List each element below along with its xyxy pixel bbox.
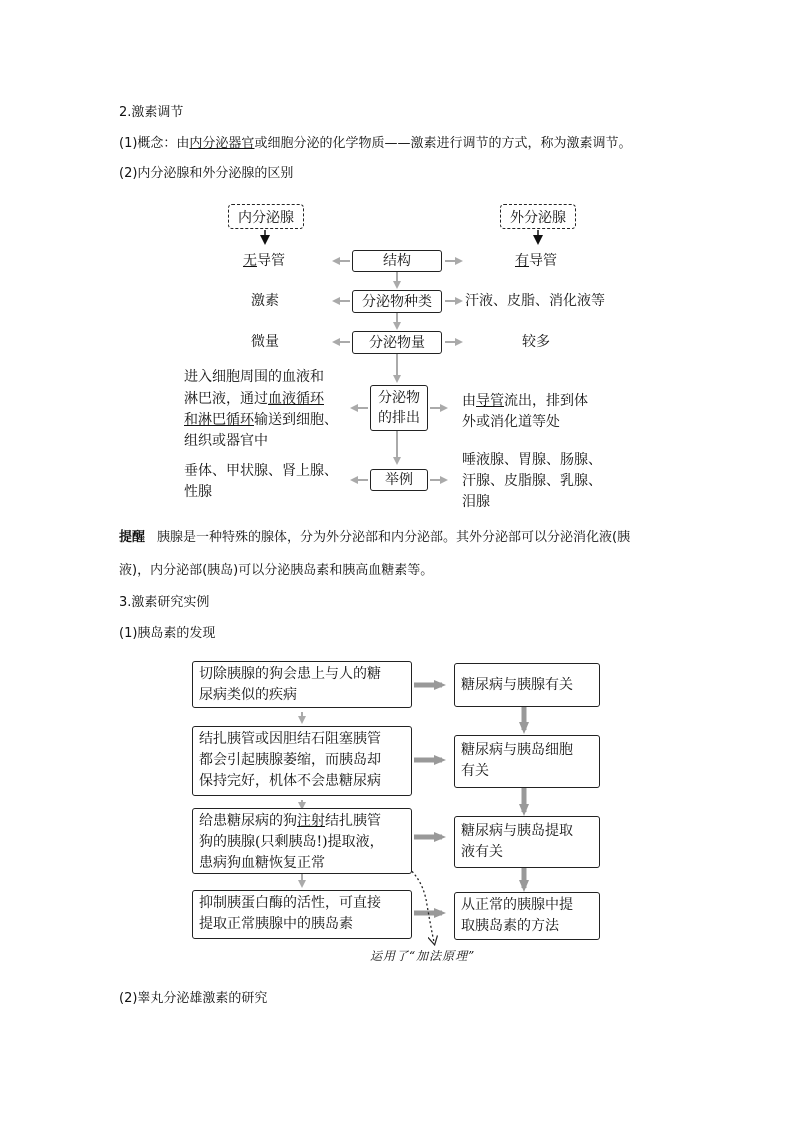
diff-heading: (2)内分泌腺和外分泌腺的区别	[119, 166, 294, 181]
insulin-heading: (1)胰岛素的发现	[119, 626, 216, 641]
discharge-left-line1: 进入细胞周围的血液和	[184, 369, 324, 385]
row-structure-label: 结构	[352, 250, 442, 272]
tip-line1: 提醒 胰腺是一种特殊的腺体，分为外分泌部和内分泌部。其外分泌部可以分泌消化液(胰	[119, 530, 631, 545]
addition-principle-annotation: 运用了“加法原理”	[370, 949, 476, 963]
section3-heading: 3.激素研究实例	[119, 595, 210, 610]
exocrine-header: 外分泌腺	[500, 204, 576, 229]
discharge-left-line4: 组织或器官中	[184, 433, 268, 449]
concept-rest: 或细胞分泌的化学物质——激素进行调节的方式，称为激素调节。	[254, 136, 632, 151]
discharge-label: 分泌物 的排出	[370, 385, 428, 431]
row-secretion-type-label: 分泌物种类	[352, 290, 442, 313]
step1-box: 切除胰腺的狗会患上与人的糖 尿病类似的疾病	[192, 661, 412, 708]
conclusion4-box: 从正常的胰腺中提 取胰岛素的方法	[454, 892, 600, 940]
discharge-right-line2: 外或消化道等处	[462, 414, 560, 430]
examples-right-line2: 汗腺、皮脂腺、乳腺、	[462, 473, 602, 489]
tip-label: 提醒	[119, 530, 146, 545]
row-structure-left: 无导管	[243, 253, 285, 269]
examples-label: 举例	[370, 469, 428, 491]
examples-right-line3: 泪腺	[462, 494, 490, 510]
concept-underlined: 内分泌器官	[189, 136, 255, 151]
discharge-left-line2: 淋巴液，通过血液循环	[184, 391, 324, 407]
endocrine-header: 内分泌腺	[228, 204, 304, 229]
conclusion3-box: 糖尿病与胰岛提取 液有关	[454, 816, 600, 868]
examples-right-line1: 唾液腺、胃腺、肠腺、	[462, 452, 602, 468]
conclusion1-box: 糖尿病与胰腺有关	[454, 663, 600, 707]
section-heading: 2.激素调节	[119, 105, 184, 120]
row-secretion-amount-left: 微量	[251, 334, 279, 350]
discharge-left-line3: 和淋巴循环输送到细胞、	[184, 412, 338, 428]
row-secretion-amount-label: 分泌物量	[352, 331, 442, 354]
row-secretion-amount-right: 较多	[522, 334, 550, 350]
discharge-right-line1: 由导管流出，排到体	[462, 393, 588, 409]
row-structure-right: 有导管	[515, 253, 557, 269]
step4-box: 抑制胰蛋白酶的活性，可直接 提取正常胰腺中的胰岛素	[192, 890, 412, 939]
examples-left-line1: 垂体、甲状腺、肾上腺、	[184, 463, 338, 479]
step2-box: 结扎胰管或因胆结石阻塞胰管 都会引起胰腺萎缩，而胰岛却 保持完好，机体不会患糖尿病	[192, 726, 412, 796]
testis-heading: (2)睾丸分泌雄激素的研究	[119, 991, 268, 1006]
conclusion2-box: 糖尿病与胰岛细胞 有关	[454, 735, 600, 788]
examples-left-line2: 性腺	[184, 484, 212, 500]
row-secretion-type-right: 汗液、皮脂、消化液等	[465, 293, 605, 309]
step3-box: 给患糖尿病的狗注射结扎胰管 狗的胰腺(只剩胰岛!)提取液， 患病狗血糖恢复正常	[192, 808, 412, 874]
row-secretion-type-left: 激素	[251, 293, 279, 309]
concept-prefix: (1)概念：由	[119, 136, 190, 151]
tip-line2: 液)，内分泌部(胰岛)可以分泌胰岛素和胰高血糖素等。	[119, 563, 434, 578]
